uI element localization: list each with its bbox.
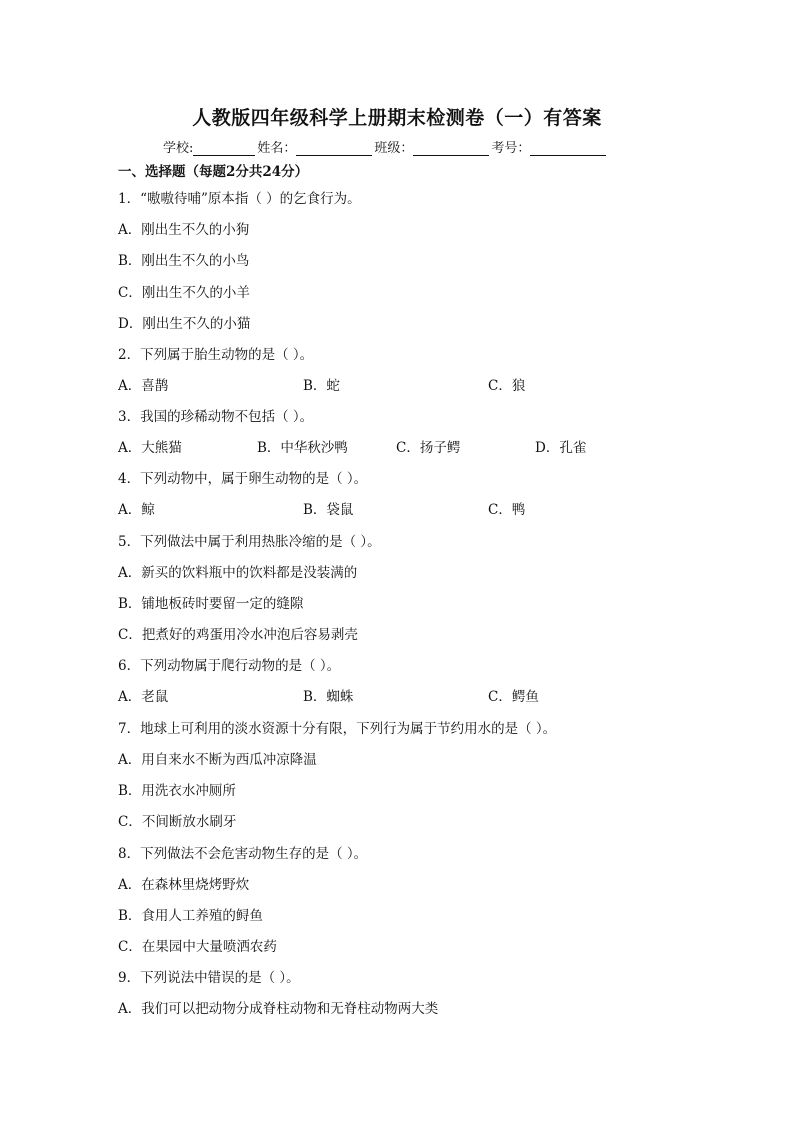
q6-option-c: C．鳄鱼 [488, 689, 539, 705]
q3-option-c: C．扬子鳄 [396, 440, 461, 456]
question-stem-5: 5．下列做法中属于利用热胀冷缩的是（ ）。 [118, 534, 381, 550]
section-title: 一、选择题（每题2分共24分） [118, 164, 309, 180]
q3-option-b: B．中华秋沙鸭 [257, 440, 348, 456]
school-label: 学校: [163, 141, 194, 156]
q1-option-b: B．刚出生不久的小鸟 [118, 253, 250, 269]
q8-option-c: C．在果园中大量喷洒农药 [118, 939, 277, 955]
school-field[interactable] [193, 141, 255, 156]
question-stem-2: 2．下列属于胎生动物的是（ ）。 [118, 347, 314, 363]
q5-option-a: A．新买的饮料瓶中的饮料都是没装满的 [118, 565, 358, 581]
exam-no-label: 考号： [491, 141, 531, 156]
page-title: 人教版四年级科学上册期末检测卷（一）有答案 [192, 107, 602, 129]
question-stem-1: 1．“嗷嗷待哺”原本指（ ）的乞食行为。 [118, 191, 361, 207]
q3-option-d: D．孔雀 [535, 440, 587, 456]
q7-option-b: B．用洗衣水冲厕所 [118, 783, 236, 799]
q1-option-a: A．刚出生不久的小狗 [118, 222, 250, 238]
question-stem-6: 6．下列动物属于爬行动物的是（ ）。 [118, 658, 341, 674]
q8-option-b: B．食用人工养殖的鲟鱼 [118, 908, 263, 924]
name-label: 姓名： [257, 141, 297, 156]
question-stem-4: 4．下列动物中，属于卵生动物的是（ ）。 [118, 471, 368, 487]
q8-option-a: A．在森林里烧烤野炊 [118, 877, 250, 893]
q3-option-a: A．大熊猫 [118, 440, 182, 456]
q4-option-c: C．鸭 [488, 502, 526, 518]
q7-option-a: A．用自来水不断为西瓜冲凉降温 [118, 752, 317, 768]
class-field[interactable] [413, 141, 489, 156]
q2-option-b: B．蛇 [303, 378, 340, 394]
question-stem-9: 9．下列说法中错误的是（ ）。 [118, 970, 300, 986]
q2-option-c: C．狼 [488, 378, 526, 394]
q2-option-a: A．喜鹊 [118, 378, 169, 394]
question-stem-3: 3．我国的珍稀动物不包括（ ）。 [118, 409, 314, 425]
question-stem-8: 8．下列做法不会危害动物生存的是（ ）。 [118, 846, 368, 862]
q4-option-b: B．袋鼠 [303, 502, 354, 518]
exam-no-field[interactable] [530, 141, 606, 156]
q6-option-a: A．老鼠 [118, 689, 169, 705]
name-field[interactable] [296, 141, 372, 156]
q7-option-c: C．不间断放水刷牙 [118, 814, 237, 830]
q4-option-a: A．鲸 [118, 502, 155, 518]
student-info-row [163, 137, 608, 156]
q9-option-a: A．我们可以把动物分成脊柱动物和无脊柱动物两大类 [118, 1001, 439, 1017]
q5-option-c: C．把煮好的鸡蛋用冷水冲泡后容易剥壳 [118, 627, 358, 643]
q1-option-c: C．刚出生不久的小羊 [118, 285, 250, 301]
q1-option-d: D．刚出生不久的小猫 [118, 316, 251, 332]
q5-option-b: B．铺地板砖时要留一定的缝隙 [118, 596, 304, 612]
question-stem-7: 7．地球上可利用的淡水资源十分有限，下列行为属于节约用水的是（ ）。 [118, 721, 557, 737]
q6-option-b: B．蜘蛛 [303, 689, 354, 705]
class-label: 班级： [374, 141, 414, 156]
